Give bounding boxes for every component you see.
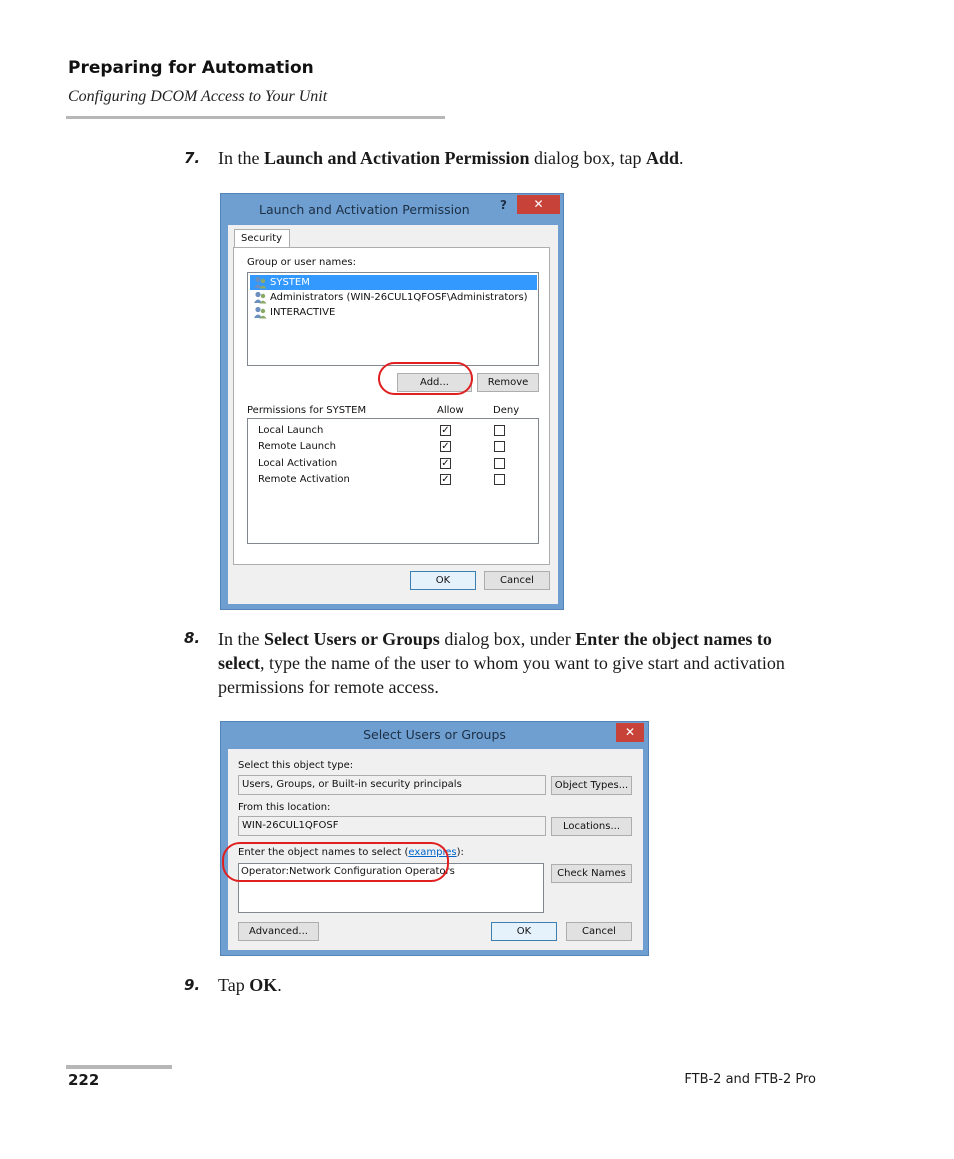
allow-header: Allow — [437, 405, 464, 416]
cancel-button[interactable]: Cancel — [484, 571, 550, 590]
dialog-title: Select Users or Groups — [363, 727, 506, 742]
deny-local-launch-checkbox[interactable] — [494, 425, 505, 436]
help-button[interactable]: ? — [500, 198, 507, 212]
tab-security[interactable]: Security — [234, 229, 290, 248]
perm-local-activation-label: Local Activation — [258, 458, 338, 469]
user-name: Administrators (WIN-26CUL1QFOSF\Administrators) — [270, 292, 528, 303]
cancel-button[interactable]: Cancel — [566, 922, 632, 941]
list-item-administrators[interactable] — [250, 290, 537, 305]
close-button[interactable]: ✕ — [517, 195, 560, 214]
perm-remote-launch-label: Remote Launch — [258, 441, 336, 452]
allow-remote-launch-checkbox[interactable]: ✓ — [441, 441, 450, 452]
launch-activation-permission-dialog — [220, 193, 564, 610]
step-9-text: Tap OK. — [218, 975, 282, 995]
perm-local-launch-label: Local Launch — [258, 425, 324, 436]
page-number: 222 — [68, 1071, 100, 1089]
users-icon — [253, 306, 267, 319]
section-title: Preparing for Automation — [68, 58, 314, 78]
users-icon — [253, 276, 267, 289]
section-subtitle: Configuring DCOM Access to Your Unit — [68, 88, 328, 105]
ok-button[interactable]: OK — [410, 571, 476, 590]
object-type-label: Select this object type: — [238, 760, 354, 771]
close-button[interactable]: ✕ — [616, 723, 644, 742]
location-label: From this location: — [238, 802, 331, 813]
permissions-label: Permissions for SYSTEM — [247, 405, 367, 416]
object-names-label: Enter the object names to select (examples): — [238, 847, 464, 858]
header-rule — [66, 116, 445, 119]
list-item-system[interactable] — [250, 275, 537, 290]
product-name: FTB-2 and FTB-2 Pro — [684, 1072, 816, 1087]
add-button[interactable]: Add... — [397, 373, 472, 392]
deny-local-activation-checkbox[interactable] — [494, 458, 505, 469]
step-8-number: 8. — [184, 629, 201, 647]
allow-remote-activation-checkbox[interactable]: ✓ — [441, 474, 450, 485]
object-type-field: Users, Groups, or Built-in security principals — [238, 775, 546, 795]
locations-button[interactable]: Locations... — [551, 817, 632, 836]
perm-remote-activation-label: Remote Activation — [258, 474, 350, 485]
examples-link[interactable]: examples — [408, 847, 457, 858]
list-item-interactive[interactable] — [250, 305, 537, 320]
step-7-text: In the Launch and Activation Permission dialog box, tap Add. — [218, 148, 684, 168]
users-icon — [253, 291, 267, 304]
user-list[interactable] — [247, 272, 539, 366]
step-9-number: 9. — [184, 976, 201, 994]
select-users-groups-dialog — [220, 721, 649, 956]
advanced-button[interactable]: Advanced... — [238, 922, 319, 941]
add-button-highlight — [378, 362, 473, 395]
deny-remote-launch-checkbox[interactable] — [494, 441, 505, 452]
ok-button[interactable]: OK — [491, 922, 557, 941]
step-7-number: 7. — [184, 149, 201, 167]
object-types-button[interactable]: Object Types... — [551, 776, 632, 795]
dialog-title: Launch and Activation Permission — [259, 202, 470, 217]
permissions-list — [247, 418, 539, 544]
step-8-text: In the Select Users or Groups dialog box, under Enter the object names to select, type the name of the user to whom you want to give start and activation permissions for remote access. — [218, 629, 785, 697]
security-tab-panel — [233, 247, 550, 565]
user-name: INTERACTIVE — [270, 307, 336, 318]
allow-local-launch-checkbox[interactable]: ✓ — [441, 425, 450, 436]
allow-local-activation-checkbox[interactable]: ✓ — [441, 458, 450, 469]
group-names-label: Group or user names: — [247, 257, 356, 268]
remove-button[interactable]: Remove — [477, 373, 539, 392]
location-field: WIN-26CUL1QFOSF — [238, 816, 546, 836]
deny-remote-activation-checkbox[interactable] — [494, 474, 505, 485]
object-names-highlight — [222, 842, 449, 882]
user-name: SYSTEM — [270, 277, 310, 288]
deny-header: Deny — [493, 405, 520, 416]
check-names-button[interactable]: Check Names — [551, 864, 632, 883]
object-names-input[interactable]: Operator:Network Configuration Operators — [238, 863, 544, 913]
dialog-client-area — [228, 225, 558, 604]
footer-rule — [66, 1065, 172, 1069]
